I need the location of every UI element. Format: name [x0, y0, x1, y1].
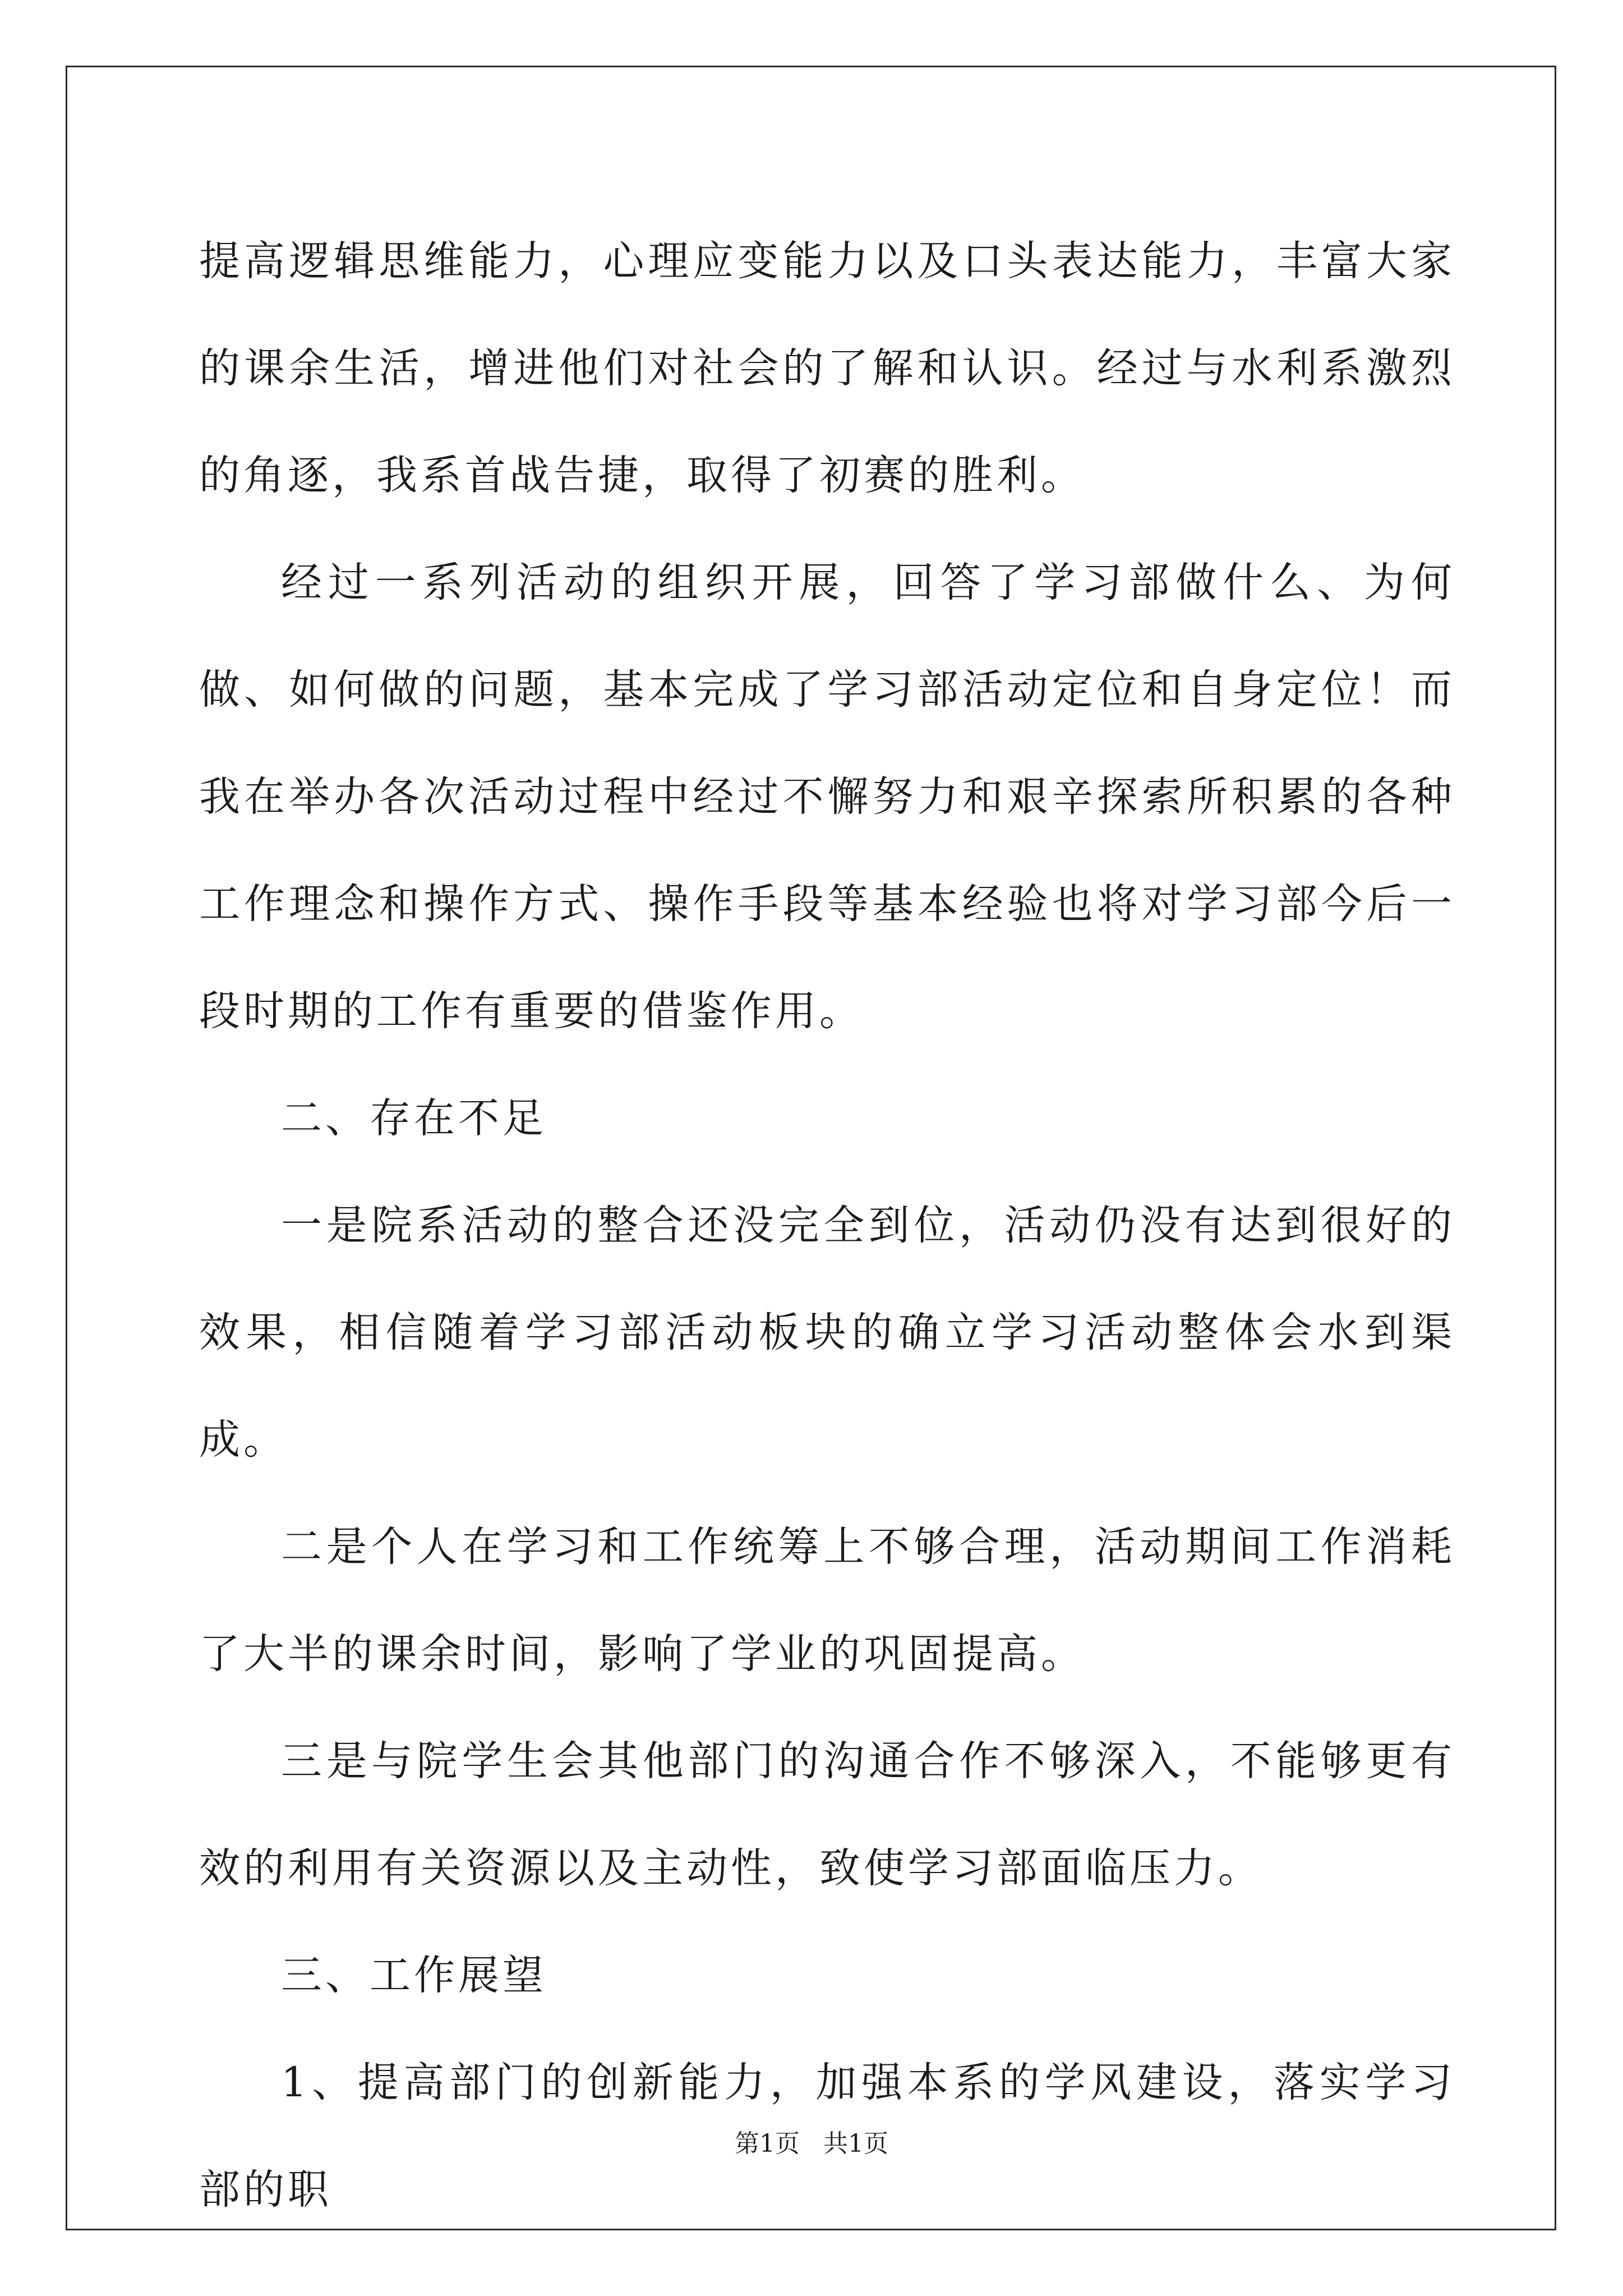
section-heading-shortcomings: 二、存在不足 — [281, 1094, 547, 1142]
paragraph-shortcoming-3: 三是与院学生会其他部门的沟通合作不够深入，不能够更有效的利用有关资源以及主动性，致使学习部面临压力。 — [199, 1737, 1455, 1892]
paragraph-shortcoming-2: 二是个人在学习和工作统筹上不够合理，活动期间工作消耗了大半的课余时间，影响了学业的巩固提高。 — [199, 1523, 1455, 1678]
page-number-footer: 第1页 共1页 — [735, 2129, 888, 2158]
paragraph-activity-summary: 经过一系列活动的组织开展，回答了学习部做什么、为何做、如何做的问题，基本完成了学习部活动定位和自身定位！而我在举办各次活动过程中经过不懈努力和艰辛探索所积累的各种工作理念和操作方式、操作手段等基本经验也将对学习部今后一段时期的工作有重要的借鉴作用。 — [199, 559, 1455, 1035]
section-heading-outlook: 三、工作展望 — [281, 1952, 547, 1999]
paragraph-shortcoming-1: 一是院系活动的整合还没完全到位，活动仍没有达到很好的效果，相信随着学习部活动板块的确立学习活动整体会水到渠成。 — [199, 1202, 1455, 1464]
document-body — [199, 208, 1455, 2243]
paragraph-continuation: 提高逻辑思维能力，心理应变能力以及口头表达能力，丰富大家的课余生活，增进他们对社会的了解和认识。经过与水利系激烈的角逐，我系首战告捷，取得了初赛的胜利。 — [199, 237, 1455, 499]
paragraph-outlook-1: 1、提高部门的创新能力，加强本系的学风建设，落实学习部的职 — [199, 2059, 1455, 2214]
